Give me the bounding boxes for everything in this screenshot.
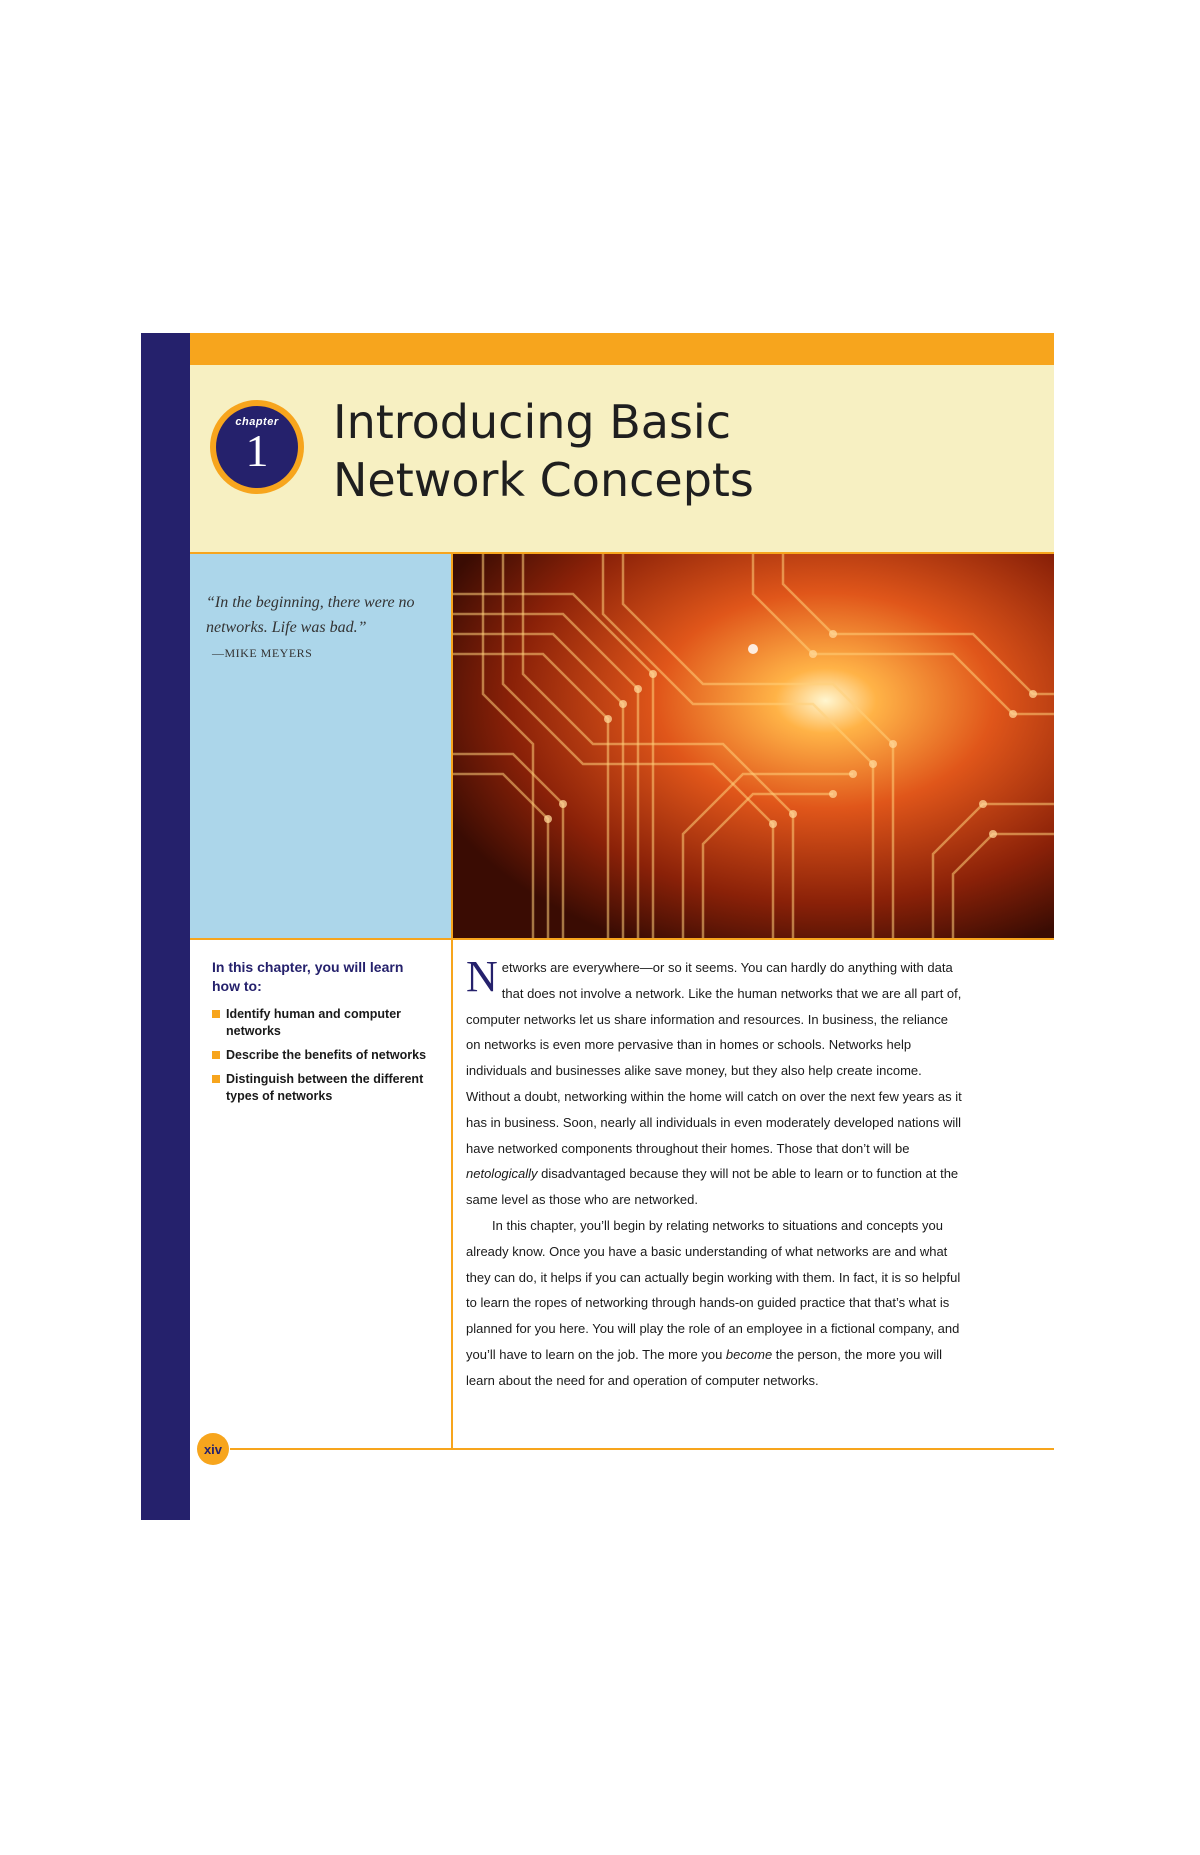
chapter-number: 1 <box>245 425 269 476</box>
chapter-body <box>466 952 962 1394</box>
list-item-text: Describe the benefits of networks <box>226 1048 427 1062</box>
emphasis-word: become <box>725 1346 773 1362</box>
body-paragraph-2 <box>466 1213 962 1394</box>
chapter-title-line2: Network Concepts <box>333 453 754 507</box>
chapter-title-line1: Introducing Basic <box>333 395 731 449</box>
learning-objectives-heading: In this chapter, you will learn how to: <box>212 959 404 994</box>
left-margin-bar <box>141 333 190 1520</box>
circuit-board-photo <box>453 552 1054 938</box>
square-bullet-icon <box>212 1010 220 1018</box>
body-text-segment: etworks are everywhere—or so it seems. You can hardly do anything with data that does not involve a network. Like the human networks that we are all part of, computer networks let us share information and resources. In business, the reliance on networks is even more pervasive than in homes or schools. Networks help individuals and businesses alike save money, but they also help create income. Without a doubt, networking within the home will catch on over the next few years as it has in business. Soon, nearly all individuals in even moderately developed nations will have networked components throughout their homes. Those that don’t will be <box>466 960 962 1156</box>
epigraph-quote: “In the beginning, there were no networks. Life was bad.” <box>206 594 415 636</box>
page-number: xiv <box>197 1433 229 1465</box>
chapter-badge-word: chapter <box>235 416 279 428</box>
column-divider <box>451 938 453 1450</box>
body-text-segment: the person, the more you will learn about the need for and operation of computer networks. <box>466 1346 942 1388</box>
list-item <box>212 1006 440 1040</box>
drop-cap: N <box>466 952 498 1001</box>
list-item <box>212 1047 440 1064</box>
list-item-text: Identify human and computer networks <box>226 1007 402 1038</box>
list-item-text: Distinguish between the different types of networks <box>226 1072 424 1103</box>
body-paragraph-1 <box>466 952 962 1213</box>
epigraph-attribution: —MIKE MEYERS <box>212 646 313 660</box>
footer-rule <box>230 1448 1054 1450</box>
learning-objectives-list <box>212 1006 440 1112</box>
chapter-badge <box>210 400 304 494</box>
body-text-segment: disadvantaged because they will not be able to learn or to function at the same level as those who are networked. <box>466 1166 959 1208</box>
square-bullet-icon <box>212 1051 220 1059</box>
section-divider <box>190 938 1054 940</box>
chapter-title <box>333 393 973 509</box>
square-bullet-icon <box>212 1075 220 1083</box>
body-text-segment: In this chapter, you’ll begin by relating networks to situations and concepts you already know. Once you have a basic understanding of what networks are and what they can do, it helps if you can actually begin working with them. In fact, it is so helpful to learn the ropes of networking through hands-on guided practice that that’s what is planned for you here. You will play the role of an employee in a fictional company, and you’ll have to learn on the job. The more you <box>466 1217 961 1362</box>
chapter-badge-inner <box>216 406 298 488</box>
top-accent-bar <box>190 333 1054 365</box>
emphasis-word: netologically <box>466 1166 538 1182</box>
list-item <box>212 1071 440 1105</box>
